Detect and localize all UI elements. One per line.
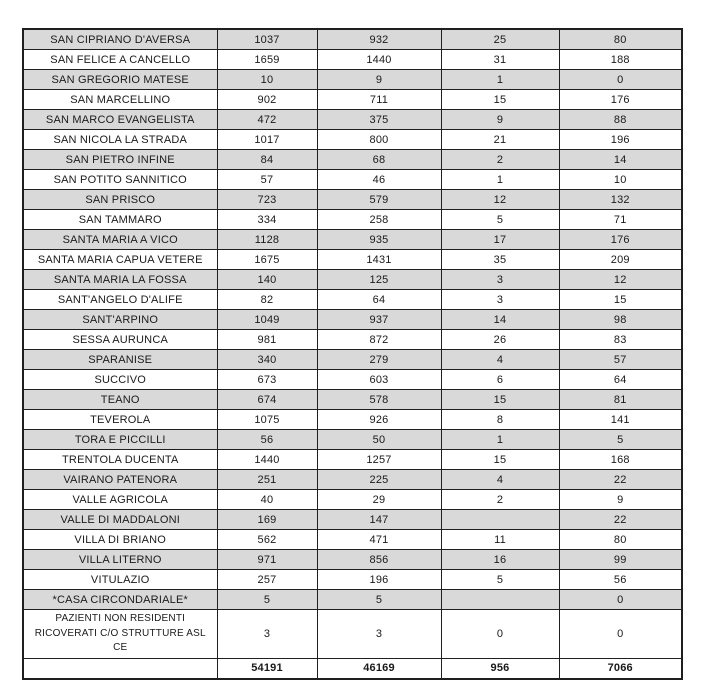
- table-row: [23, 350, 682, 370]
- value-cell: 12: [441, 190, 559, 210]
- value-cell: 57: [559, 350, 682, 370]
- value-cell: 1675: [217, 250, 317, 270]
- value-cell: 22: [559, 470, 682, 490]
- value-cell: 140: [217, 270, 317, 290]
- value-cell: 46: [317, 170, 441, 190]
- value-cell: 472: [217, 110, 317, 130]
- table-row: [23, 170, 682, 190]
- table-row: [23, 270, 682, 290]
- value-cell: 971: [217, 550, 317, 570]
- value-cell: 56: [217, 430, 317, 450]
- value-cell: 21: [441, 130, 559, 150]
- totals-value-cell: 54191: [217, 658, 317, 679]
- totals-value-cell: 46169: [317, 658, 441, 679]
- table-row: [23, 390, 682, 410]
- value-cell: 1440: [317, 50, 441, 70]
- value-cell: 71: [559, 210, 682, 230]
- value-cell: 5: [441, 570, 559, 590]
- value-cell: 4: [441, 470, 559, 490]
- value-cell: 9: [317, 70, 441, 90]
- value-cell: 56: [559, 570, 682, 590]
- table-row: [23, 550, 682, 570]
- value-cell: 99: [559, 550, 682, 570]
- municipality-cell: SAN GREGORIO MATESE: [23, 70, 217, 90]
- value-cell: 3: [317, 610, 441, 659]
- value-cell: 11: [441, 530, 559, 550]
- municipality-cell: SAN POTITO SANNITICO: [23, 170, 217, 190]
- value-cell: 1: [441, 430, 559, 450]
- value-cell: 83: [559, 330, 682, 350]
- table-row: [23, 230, 682, 250]
- table-row: [23, 510, 682, 530]
- value-cell: 98: [559, 310, 682, 330]
- municipality-cell: *CASA CIRCONDARIALE*: [23, 590, 217, 610]
- value-cell: 578: [317, 390, 441, 410]
- value-cell: 981: [217, 330, 317, 350]
- municipality-cell: TORA E PICCILLI: [23, 430, 217, 450]
- value-cell: 0: [559, 590, 682, 610]
- value-cell: 1: [441, 170, 559, 190]
- table-row: [23, 610, 682, 659]
- table-row: [23, 250, 682, 270]
- value-cell: 22: [559, 510, 682, 530]
- table-row: [23, 70, 682, 90]
- table-row: [23, 490, 682, 510]
- value-cell: 176: [559, 90, 682, 110]
- value-cell: 84: [217, 150, 317, 170]
- value-cell: 3: [441, 290, 559, 310]
- table-row: [23, 430, 682, 450]
- value-cell: 1017: [217, 130, 317, 150]
- table-row: [23, 110, 682, 130]
- value-cell: 1128: [217, 230, 317, 250]
- municipality-cell: SAN NICOLA LA STRADA: [23, 130, 217, 150]
- value-cell: 1049: [217, 310, 317, 330]
- value-cell: 5: [441, 210, 559, 230]
- value-cell: 29: [317, 490, 441, 510]
- value-cell: 3: [217, 610, 317, 659]
- municipality-cell: PAZIENTI NON RESIDENTI RICOVERATI C/O STRUTTURE ASL CE: [23, 610, 217, 659]
- value-cell: 2: [441, 150, 559, 170]
- table-row: [23, 290, 682, 310]
- value-cell: 188: [559, 50, 682, 70]
- value-cell: 16: [441, 550, 559, 570]
- value-cell: 64: [559, 370, 682, 390]
- value-cell: 5: [559, 430, 682, 450]
- value-cell: 196: [317, 570, 441, 590]
- municipality-cell: TEVEROLA: [23, 410, 217, 430]
- value-cell: 872: [317, 330, 441, 350]
- value-cell: 0: [559, 610, 682, 659]
- value-cell: 0: [559, 70, 682, 90]
- municipality-data-table-container: [22, 28, 683, 680]
- municipality-cell: SESSA AURUNCA: [23, 330, 217, 350]
- value-cell: 141: [559, 410, 682, 430]
- value-cell: 902: [217, 90, 317, 110]
- municipality-cell: VALLE AGRICOLA: [23, 490, 217, 510]
- value-cell: 14: [441, 310, 559, 330]
- municipality-cell: SANT'ANGELO D'ALIFE: [23, 290, 217, 310]
- table-row: [23, 190, 682, 210]
- municipality-cell: TRENTOLA DUCENTA: [23, 450, 217, 470]
- value-cell: 15: [559, 290, 682, 310]
- value-cell: 10: [217, 70, 317, 90]
- table-body: [23, 29, 682, 679]
- value-cell: 1431: [317, 250, 441, 270]
- value-cell: 2: [441, 490, 559, 510]
- table-row: [23, 470, 682, 490]
- value-cell: 14: [559, 150, 682, 170]
- table-row: [23, 150, 682, 170]
- value-cell: 80: [559, 530, 682, 550]
- table-row: [23, 530, 682, 550]
- value-cell: 1037: [217, 29, 317, 50]
- value-cell: 711: [317, 90, 441, 110]
- value-cell: 4: [441, 350, 559, 370]
- table-row: [23, 130, 682, 150]
- value-cell: 674: [217, 390, 317, 410]
- table-row: [23, 570, 682, 590]
- municipality-cell: VILLA DI BRIANO: [23, 530, 217, 550]
- value-cell: 935: [317, 230, 441, 250]
- municipality-cell: SANT'ARPINO: [23, 310, 217, 330]
- value-cell: 80: [559, 29, 682, 50]
- value-cell: 125: [317, 270, 441, 290]
- value-cell: 209: [559, 250, 682, 270]
- municipality-cell: SAN MARCELLINO: [23, 90, 217, 110]
- municipality-cell: SUCCIVO: [23, 370, 217, 390]
- value-cell: 81: [559, 390, 682, 410]
- municipality-cell: SAN PRISCO: [23, 190, 217, 210]
- value-cell: 176: [559, 230, 682, 250]
- value-cell: 3: [441, 270, 559, 290]
- value-cell: [441, 510, 559, 530]
- value-cell: 800: [317, 130, 441, 150]
- value-cell: 168: [559, 450, 682, 470]
- value-cell: 50: [317, 430, 441, 450]
- value-cell: 926: [317, 410, 441, 430]
- value-cell: 1659: [217, 50, 317, 70]
- value-cell: 8: [441, 410, 559, 430]
- municipality-cell: VITULAZIO: [23, 570, 217, 590]
- value-cell: 251: [217, 470, 317, 490]
- value-cell: 723: [217, 190, 317, 210]
- value-cell: 334: [217, 210, 317, 230]
- municipality-cell: SPARANISE: [23, 350, 217, 370]
- value-cell: 279: [317, 350, 441, 370]
- table-row: [23, 29, 682, 50]
- municipality-cell: VALLE DI MADDALONI: [23, 510, 217, 530]
- municipality-cell: SANTA MARIA CAPUA VETERE: [23, 250, 217, 270]
- value-cell: 258: [317, 210, 441, 230]
- value-cell: 1440: [217, 450, 317, 470]
- value-cell: 9: [559, 490, 682, 510]
- value-cell: 225: [317, 470, 441, 490]
- municipality-data-table: [22, 28, 683, 680]
- municipality-cell: SANTA MARIA LA FOSSA: [23, 270, 217, 290]
- totals-empty-cell: [23, 658, 217, 679]
- value-cell: 579: [317, 190, 441, 210]
- value-cell: 15: [441, 450, 559, 470]
- value-cell: 340: [217, 350, 317, 370]
- value-cell: 169: [217, 510, 317, 530]
- totals-row: [23, 658, 682, 679]
- municipality-cell: VILLA LITERNO: [23, 550, 217, 570]
- value-cell: 673: [217, 370, 317, 390]
- value-cell: 15: [441, 90, 559, 110]
- table-row: [23, 50, 682, 70]
- value-cell: 25: [441, 29, 559, 50]
- value-cell: 196: [559, 130, 682, 150]
- totals-value-cell: 956: [441, 658, 559, 679]
- value-cell: 257: [217, 570, 317, 590]
- value-cell: 9: [441, 110, 559, 130]
- value-cell: 0: [441, 610, 559, 659]
- table-row: [23, 210, 682, 230]
- value-cell: 88: [559, 110, 682, 130]
- value-cell: 147: [317, 510, 441, 530]
- municipality-cell: TEANO: [23, 390, 217, 410]
- value-cell: 31: [441, 50, 559, 70]
- municipality-cell: SAN FELICE A CANCELLO: [23, 50, 217, 70]
- table-row: [23, 90, 682, 110]
- table-row: [23, 330, 682, 350]
- value-cell: 5: [317, 590, 441, 610]
- value-cell: 17: [441, 230, 559, 250]
- table-row: [23, 410, 682, 430]
- value-cell: 937: [317, 310, 441, 330]
- municipality-cell: SANTA MARIA A VICO: [23, 230, 217, 250]
- municipality-cell: SAN TAMMARO: [23, 210, 217, 230]
- value-cell: 856: [317, 550, 441, 570]
- value-cell: 64: [317, 290, 441, 310]
- value-cell: 1257: [317, 450, 441, 470]
- value-cell: 15: [441, 390, 559, 410]
- value-cell: 57: [217, 170, 317, 190]
- value-cell: 562: [217, 530, 317, 550]
- municipality-cell: SAN MARCO EVANGELISTA: [23, 110, 217, 130]
- table-row: [23, 450, 682, 470]
- value-cell: 35: [441, 250, 559, 270]
- value-cell: 1: [441, 70, 559, 90]
- value-cell: 1075: [217, 410, 317, 430]
- table-row: [23, 590, 682, 610]
- value-cell: 82: [217, 290, 317, 310]
- table-row: [23, 310, 682, 330]
- value-cell: 5: [217, 590, 317, 610]
- value-cell: [441, 590, 559, 610]
- value-cell: 603: [317, 370, 441, 390]
- value-cell: 40: [217, 490, 317, 510]
- municipality-cell: VAIRANO PATENORA: [23, 470, 217, 490]
- value-cell: 26: [441, 330, 559, 350]
- value-cell: 132: [559, 190, 682, 210]
- table-row: [23, 370, 682, 390]
- municipality-cell: SAN CIPRIANO D'AVERSA: [23, 29, 217, 50]
- value-cell: 375: [317, 110, 441, 130]
- value-cell: 471: [317, 530, 441, 550]
- value-cell: 12: [559, 270, 682, 290]
- value-cell: 10: [559, 170, 682, 190]
- municipality-cell: SAN PIETRO INFINE: [23, 150, 217, 170]
- value-cell: 932: [317, 29, 441, 50]
- totals-value-cell: 7066: [559, 658, 682, 679]
- value-cell: 68: [317, 150, 441, 170]
- value-cell: 6: [441, 370, 559, 390]
